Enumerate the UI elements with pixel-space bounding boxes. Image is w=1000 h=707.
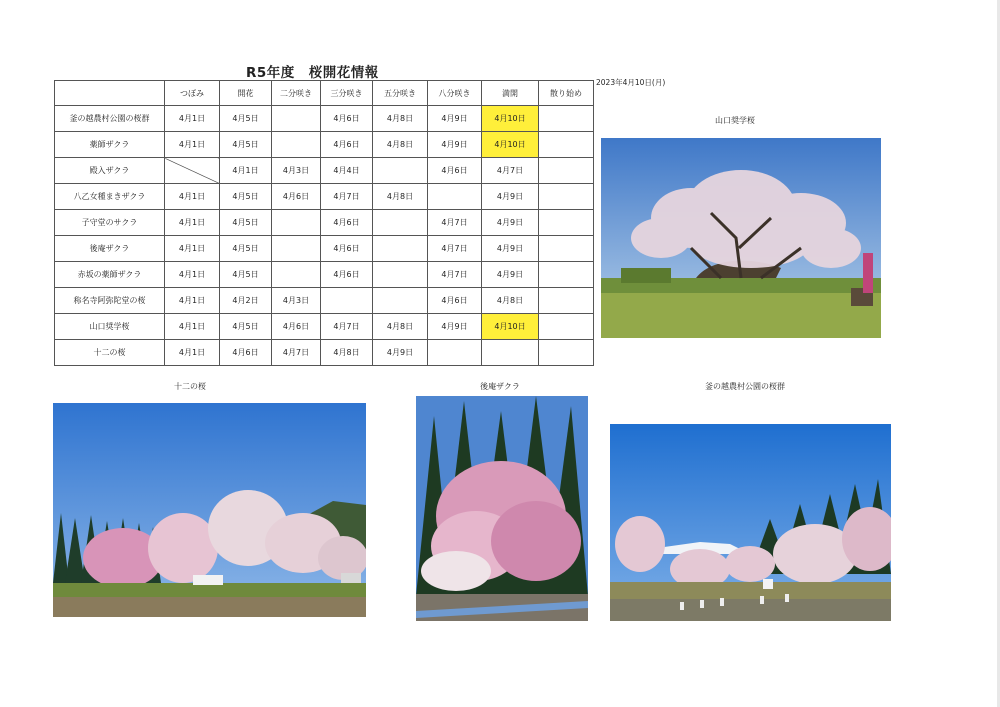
date-cell <box>272 236 321 262</box>
date-cell: 4月10日 <box>482 314 539 340</box>
date-cell <box>272 210 321 236</box>
row-name-cell: 十二の桜 <box>55 340 165 366</box>
header-cell: 二分咲き <box>272 81 321 106</box>
date-cell: 4月5日 <box>220 106 272 132</box>
header-cell: 散り始め <box>539 81 594 106</box>
date-cell: 4月6日 <box>220 340 272 366</box>
date-cell <box>428 184 482 210</box>
date-cell: 4月9日 <box>482 210 539 236</box>
report-date: 2023年4月10日(月) <box>596 78 666 87</box>
date-cell: 4月7日 <box>321 184 373 210</box>
header-cell: つぼみ <box>165 81 220 106</box>
date-cell: 4月2日 <box>220 288 272 314</box>
date-cell: 4月5日 <box>220 184 272 210</box>
date-cell: 4月1日 <box>165 184 220 210</box>
date-cell: 4月9日 <box>482 184 539 210</box>
date-cell: 4月6日 <box>321 262 373 288</box>
date-cell <box>539 210 594 236</box>
table-row <box>55 262 594 288</box>
photo-caption-juni: 十二の桜 <box>174 382 206 391</box>
date-cell <box>373 210 428 236</box>
page-title: R5年度 桜開花情報 <box>246 65 379 81</box>
date-cell <box>272 132 321 158</box>
date-cell: 4月9日 <box>428 106 482 132</box>
date-cell <box>539 340 594 366</box>
photo-goan-sakura <box>416 396 588 621</box>
date-cell: 4月1日 <box>165 236 220 262</box>
date-cell: 4月9日 <box>482 236 539 262</box>
date-cell: 4月5日 <box>220 236 272 262</box>
photo-caption-kamanokoshi: 釜の越農村公園の桜群 <box>705 382 785 391</box>
date-cell <box>539 132 594 158</box>
photo-kamanokoshi-sakura <box>610 424 891 621</box>
date-cell: 4月1日 <box>165 288 220 314</box>
row-name-cell: 称名寺阿弥陀堂の桜 <box>55 288 165 314</box>
table-row <box>55 158 594 184</box>
photo-caption-yamaguchi: 山口奨学桜 <box>715 116 755 125</box>
table-row <box>55 288 594 314</box>
date-cell <box>539 262 594 288</box>
date-cell <box>539 158 594 184</box>
date-cell <box>482 340 539 366</box>
date-cell <box>539 106 594 132</box>
table-row <box>55 340 594 366</box>
table-row <box>55 236 594 262</box>
date-cell <box>539 184 594 210</box>
row-name-cell: 山口奨学桜 <box>55 314 165 340</box>
date-cell: 4月1日 <box>165 314 220 340</box>
date-cell: 4月8日 <box>321 340 373 366</box>
table-row <box>55 210 594 236</box>
date-cell <box>539 314 594 340</box>
row-name-cell: 八乙女種まきザクラ <box>55 184 165 210</box>
table-header-row <box>55 81 594 106</box>
header-cell: 満開 <box>482 81 539 106</box>
date-cell: 4月10日 <box>482 106 539 132</box>
date-cell <box>428 340 482 366</box>
row-name-cell: 薬師ザクラ <box>55 132 165 158</box>
date-cell: 4月5日 <box>220 210 272 236</box>
photo-yamaguchi-sakura <box>601 138 881 338</box>
date-cell <box>373 236 428 262</box>
diagonal-cell <box>165 158 220 184</box>
date-cell: 4月6日 <box>321 236 373 262</box>
date-cell: 4月6日 <box>321 106 373 132</box>
date-cell: 4月8日 <box>373 106 428 132</box>
date-cell: 4月7日 <box>482 158 539 184</box>
date-cell: 4月7日 <box>272 340 321 366</box>
date-cell <box>272 262 321 288</box>
table-row <box>55 106 594 132</box>
date-cell: 4月1日 <box>165 210 220 236</box>
date-cell: 4月6日 <box>321 132 373 158</box>
date-cell <box>373 288 428 314</box>
date-cell: 4月9日 <box>373 340 428 366</box>
header-cell: 三分咲き <box>321 81 373 106</box>
table-row <box>55 132 594 158</box>
header-cell: 開花 <box>220 81 272 106</box>
row-name-cell: 赤坂の薬師ザクラ <box>55 262 165 288</box>
date-cell: 4月3日 <box>272 158 321 184</box>
date-cell: 4月1日 <box>165 262 220 288</box>
row-name-cell: 後庵ザクラ <box>55 236 165 262</box>
header-cell: 八分咲き <box>428 81 482 106</box>
date-cell: 4月6日 <box>272 314 321 340</box>
date-cell: 4月8日 <box>482 288 539 314</box>
date-cell <box>373 158 428 184</box>
date-cell: 4月3日 <box>272 288 321 314</box>
date-cell: 4月6日 <box>272 184 321 210</box>
table-row <box>55 314 594 340</box>
date-cell: 4月7日 <box>428 210 482 236</box>
date-cell: 4月4日 <box>321 158 373 184</box>
date-cell: 4月5日 <box>220 314 272 340</box>
date-cell: 4月9日 <box>428 314 482 340</box>
header-cell-empty <box>55 81 165 106</box>
date-cell: 4月9日 <box>428 132 482 158</box>
date-cell: 4月1日 <box>165 106 220 132</box>
date-cell: 4月7日 <box>428 236 482 262</box>
photo-juni-sakura <box>53 403 366 617</box>
date-cell: 4月1日 <box>220 158 272 184</box>
row-name-cell: 子守堂のサクラ <box>55 210 165 236</box>
date-cell: 4月8日 <box>373 314 428 340</box>
date-cell <box>321 288 373 314</box>
date-cell: 4月5日 <box>220 262 272 288</box>
date-cell: 4月10日 <box>482 132 539 158</box>
row-name-cell: 釜の越農村公園の桜群 <box>55 106 165 132</box>
date-cell: 4月6日 <box>428 158 482 184</box>
date-cell: 4月1日 <box>165 132 220 158</box>
date-cell: 4月6日 <box>321 210 373 236</box>
date-cell: 4月5日 <box>220 132 272 158</box>
date-cell: 4月8日 <box>373 184 428 210</box>
date-cell <box>272 106 321 132</box>
date-cell <box>539 288 594 314</box>
table-row <box>55 184 594 210</box>
bloom-status-table <box>54 80 594 366</box>
date-cell: 4月9日 <box>482 262 539 288</box>
date-cell: 4月1日 <box>165 340 220 366</box>
date-cell: 4月7日 <box>321 314 373 340</box>
date-cell <box>373 262 428 288</box>
date-cell: 4月6日 <box>428 288 482 314</box>
date-cell: 4月8日 <box>373 132 428 158</box>
photo-caption-goan: 後庵ザクラ <box>480 382 520 391</box>
row-name-cell: 殿入ザクラ <box>55 158 165 184</box>
header-cell: 五分咲き <box>373 81 428 106</box>
date-cell: 4月7日 <box>428 262 482 288</box>
date-cell <box>539 236 594 262</box>
